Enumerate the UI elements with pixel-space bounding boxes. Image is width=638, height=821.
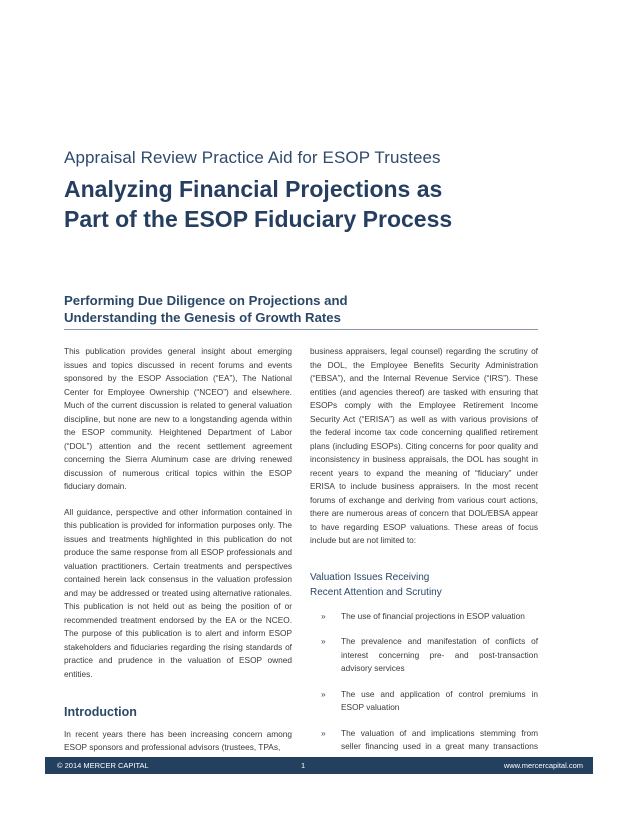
list-item <box>310 610 538 624</box>
list-item-text: The use of financial projections in ESOP valuation <box>341 610 525 621</box>
subheading-line-2: Understanding the Genesis of Growth Rates <box>64 310 341 325</box>
valuation-heading-line-2: Recent Attention and Scrutiny <box>310 586 442 598</box>
footer-page-number: 1 <box>301 761 306 770</box>
valuation-issues-heading <box>310 570 538 600</box>
list-item <box>310 635 538 676</box>
paragraph-publication-insight: This publication provides general insight about emerging issues and topics discussed in recent forums and events sponsored by the ESOP Association (“EA”), The National Center for Employee Ownership (“NCEO”) and elsewhere. Much of the current discussion is related to general valuation discipline, but none are new to a longstanding agenda within the ESOP community. Heightened Department of Labor (“DOL”) attention and the recent settlement agreement concerning the Sierra Aluminum case are driving renewed discussion of numerous critical topics within the ESOP fiduciary domain. <box>64 346 292 491</box>
paragraph-regulatory-scrutiny: business appraisers, legal counsel) regarding the scrutiny of the DOL, the Employee Benefits Security Administration (“EBSA”), and the Internal Revenue Service (“IRS”). These entities (and agencies thereof) are tasked with ensuring that ESOPs comply with the Employee Retirement Income Security Act (“ERISA”) as well as with various provisions of the federal income tax code concerning qualified retirement plans (including ESOPs). Citing concerns for poor quality and inconsistency in business appraisals, the DOL has sought in recent years to expand the meaning of “fiduciary” under ERISA to include business appraisers. In the most recent forums of exchange and deriving from various court actions, there are numerous areas of concern that DOL/EBSA appear to have regarding ESOP valuations. These areas of focus include but are not limited to: <box>310 346 538 545</box>
title-line-2: Part of the ESOP Fiduciary Process <box>64 206 453 232</box>
bullet-chevron-icon: » <box>321 688 326 699</box>
subheading-line-1: Performing Due Diligence on Projections and <box>64 293 348 308</box>
bullet-chevron-icon: » <box>321 636 326 646</box>
footer-website-link[interactable]: www.mercercapital.com <box>503 761 583 770</box>
page-footer <box>45 757 593 774</box>
valuation-issues-list <box>310 610 538 768</box>
section-subheading <box>64 292 544 326</box>
document-supertitle: Appraisal Review Practice Aid for ESOP Trustees <box>64 148 441 167</box>
list-item-text: The prevalence and manifestation of conflicts of interest concerning pre- and post-transaction advisory services <box>341 636 538 673</box>
document-title <box>64 174 584 234</box>
bullet-chevron-icon: » <box>321 610 326 621</box>
footer-copyright: © 2014 MERCER CAPITAL <box>57 761 149 770</box>
valuation-heading-line-1: Valuation Issues Receiving <box>310 571 430 583</box>
title-line-1: Analyzing Financial Projections as <box>64 176 443 202</box>
paragraph-introduction: In recent years there has been increasing concern among ESOP sponsors and professional advisors (trustees, TPAs, <box>64 728 292 752</box>
right-column <box>310 345 538 779</box>
bullet-chevron-icon: » <box>321 727 326 738</box>
paragraph-guidance-disclaimer: All guidance, perspective and other information contained in this publication is provided for information purposes only. The issues and treatments highlighted in this publication do not produce the same response from all ESOP professionals and valuation practitioners. Certain treatments and perspectives contained herein lack consensus in the valuation profession and may be addressed or treated using alternative rationales. This publication is not held out as being the position of or recommended treatment endorsed by the EA or the NCEO. The purpose of this publication is to alert and inform ESOP stakeholders and fiduciaries regarding the rising standards of practice and prudence in the valuation of ESOP owned entities. <box>64 506 292 679</box>
list-item-text: The use and application of control premiums in ESOP valuation <box>341 688 538 712</box>
heading-divider <box>64 329 538 330</box>
introduction-heading: Introduction <box>64 705 137 719</box>
list-item <box>310 688 538 715</box>
list-item-text: The valuation of and implications stemming from seller financing used in a great many transactions <box>341 727 538 751</box>
left-column <box>64 345 292 767</box>
